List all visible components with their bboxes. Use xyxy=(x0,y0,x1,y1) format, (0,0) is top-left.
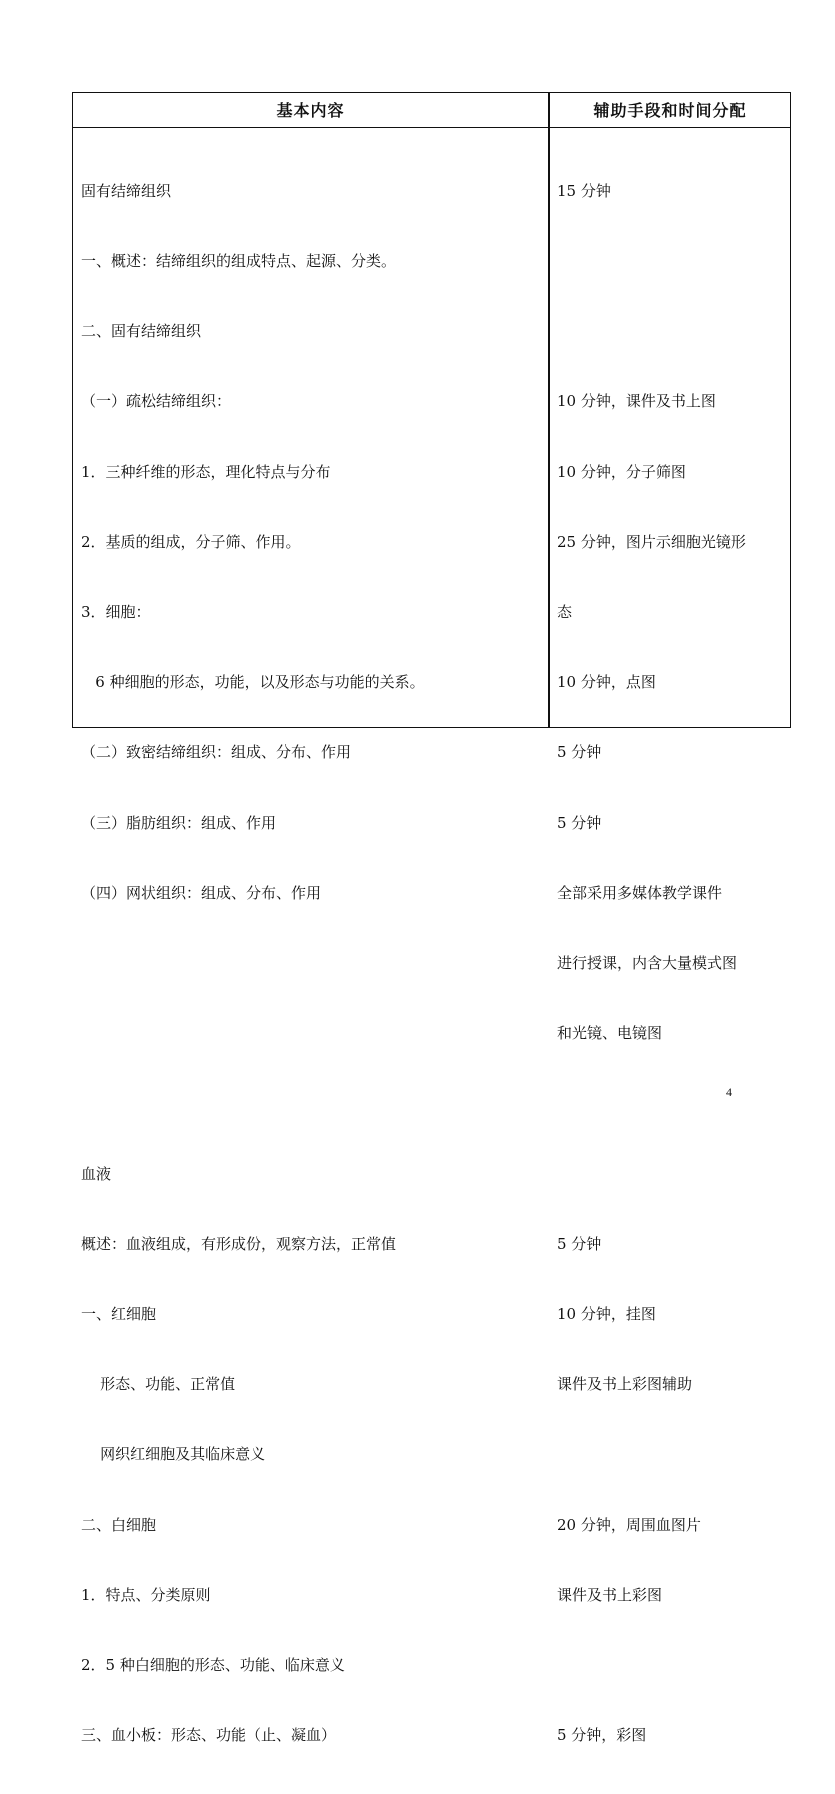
content-line: 形态、功能、正常值 xyxy=(81,1375,236,1394)
content-line: 2．基质的组成，分子筛、作用。 xyxy=(81,532,301,551)
content-line: 1．三种纤维的形态，理化特点与分布 xyxy=(81,462,331,481)
content-line: 3．细胞： xyxy=(81,603,151,622)
table-header-row xyxy=(73,93,790,128)
time-line: 5 分钟，彩图 xyxy=(557,1726,647,1745)
content-line: （二）致密结缔组织：组成、分布、作用 xyxy=(81,743,352,762)
time-line: 10 分钟，分子筛图 xyxy=(557,462,686,481)
content-line: 二、固有结缔组织 xyxy=(81,322,202,341)
content-line xyxy=(81,1092,543,1115)
content-line: 概述：血液组成，有形成份，观察方法，正常值 xyxy=(81,1234,397,1253)
column-divider xyxy=(548,93,550,727)
time-line: 5 分钟 xyxy=(557,743,602,762)
content-line xyxy=(81,1022,543,1045)
time-line: 10 分钟，挂图 xyxy=(557,1305,656,1324)
time-line: 25 分钟，图片示细胞光镜形 xyxy=(557,532,746,551)
time-line: 进行授课，内含大量模式图 xyxy=(557,954,738,973)
time-line: 20 分钟，周围血图片 xyxy=(557,1515,701,1534)
time-line xyxy=(557,1443,787,1466)
header-aids-and-time: 辅助手段和时间分配 xyxy=(593,101,747,120)
time-line: 5 分钟 xyxy=(557,1234,602,1253)
time-line: 15 分钟 xyxy=(557,181,611,200)
content-line: 一、红细胞 xyxy=(81,1305,157,1324)
page-number: 4 xyxy=(726,1085,732,1099)
basic-content-column xyxy=(81,133,543,1794)
content-line: （一）疏松结缔组织： xyxy=(81,392,232,411)
content-table xyxy=(72,92,791,1745)
content-line: （三）脂肪组织：组成、作用 xyxy=(81,813,277,832)
content-line: 血液 xyxy=(81,1164,112,1183)
aids-and-time-column xyxy=(557,133,787,1794)
time-line: 全部采用多媒体教学课件 xyxy=(557,883,723,902)
content-line: 6 种细胞的形态，功能，以及形态与功能的关系。 xyxy=(81,673,425,692)
content-line: 网织红细胞及其临床意义 xyxy=(81,1445,266,1464)
time-line: 态 xyxy=(557,603,573,622)
content-line: 一、概述：结缔组织的组成特点、起源、分类。 xyxy=(81,252,397,271)
content-line xyxy=(81,952,543,975)
time-line xyxy=(557,250,787,273)
content-line: 三、血小板：形态、功能（止、凝血） xyxy=(81,1726,337,1745)
time-line: 和光镜、电镜图 xyxy=(557,1024,663,1043)
header-basic-content: 基本内容 xyxy=(276,101,345,120)
time-line xyxy=(557,1654,787,1677)
time-line: 5 分钟 xyxy=(557,813,602,832)
time-line xyxy=(557,1092,787,1115)
content-line: 二、白细胞 xyxy=(81,1515,157,1534)
content-line: （四）网状组织：组成、分布、作用 xyxy=(81,883,322,902)
time-line: 10 分钟，课件及书上图 xyxy=(557,392,716,411)
time-line: 课件及书上彩图辅助 xyxy=(557,1375,693,1394)
time-line xyxy=(557,320,787,343)
content-line: 2．5 种白细胞的形态、功能、临床意义 xyxy=(81,1656,345,1675)
time-line: 10 分钟，点图 xyxy=(557,673,656,692)
content-line: 固有结缔组织 xyxy=(81,181,172,200)
content-line: 1．特点、分类原则 xyxy=(81,1585,211,1604)
time-line xyxy=(557,1163,787,1186)
time-line: 课件及书上彩图 xyxy=(557,1585,663,1604)
